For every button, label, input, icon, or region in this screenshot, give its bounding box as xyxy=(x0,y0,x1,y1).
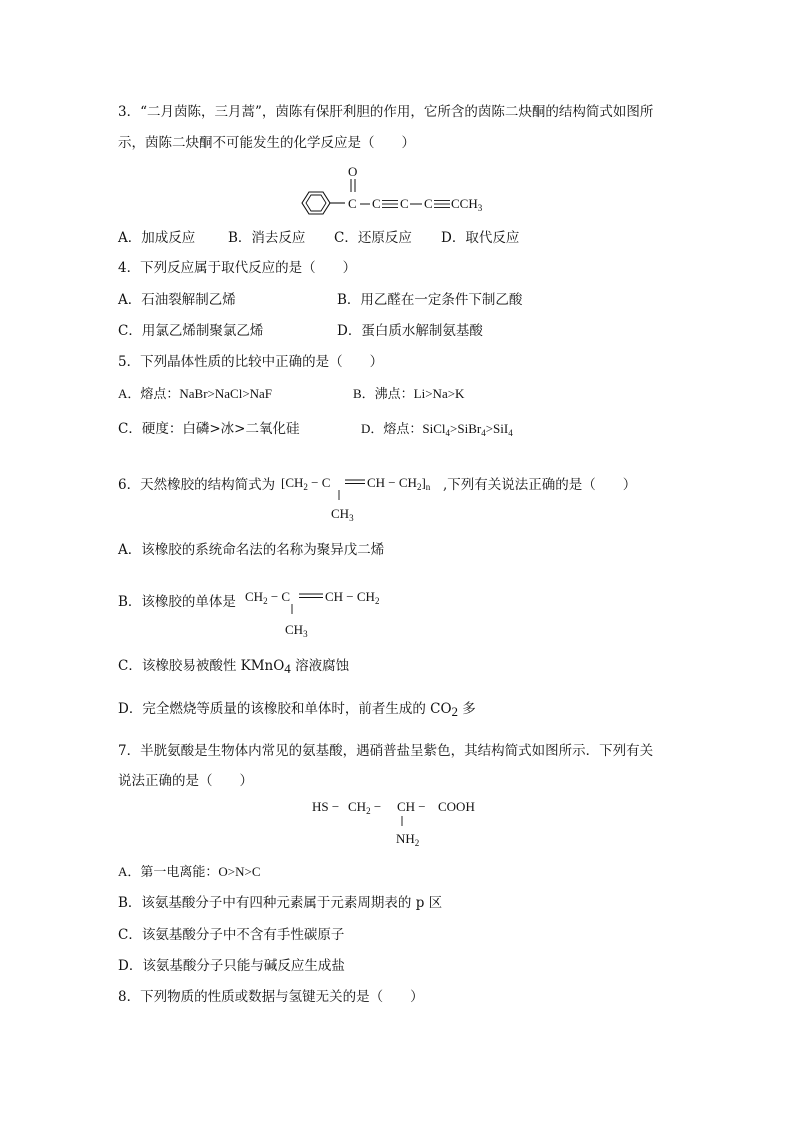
svg-text:CH − CH2]n: CH − $CH_2]_n$ xyxy=(367,475,431,492)
q6-option-a[interactable]: A．该橡胶的系统命名法的名称为聚异戊二烯 xyxy=(118,542,385,558)
q4-option-a[interactable]: A．石油裂解制乙烯 xyxy=(118,292,236,308)
q5-option-c[interactable]: C．硬度：白磷>冰>二氧化硅 xyxy=(118,421,300,437)
q6-stem-prefix: 6．天然橡胶的结构简式为 xyxy=(118,477,276,493)
q7-stem-line1: 7．半胱氨酸是生物体内常见的氨基酸，遇硝普盐呈紫色，其结构简式如图所示．下列有关 xyxy=(118,743,654,759)
q6-option-d[interactable]: D．完全燃烧等质量的该橡胶和单体时，前者生成的 $CO_2$ 多 xyxy=(118,701,476,719)
q6-option-b[interactable]: B．该橡胶的单体是 xyxy=(118,594,236,610)
q6-monomer-structure xyxy=(243,584,403,642)
q3-c2: C xyxy=(372,196,381,211)
q7-structure xyxy=(310,796,500,854)
q7-option-a[interactable]: A．第一电离能：O>N>C xyxy=(118,864,261,879)
q7-option-d[interactable]: D．该氨基酸分子只能与碱反应生成盐 xyxy=(118,958,345,974)
svg-text:HS −: HS − xyxy=(312,799,340,814)
svg-text:NH2: $NH_2$ xyxy=(396,831,420,848)
q4-option-b[interactable]: B．用乙醛在一定条件下制乙酸 xyxy=(337,292,523,308)
svg-text:[CH2 − C: [$CH_2 - C$ xyxy=(281,475,331,492)
q3-option-c[interactable]: C．还原反应 xyxy=(334,230,412,246)
q3-c5: $CCH_3$ xyxy=(451,196,483,213)
q4-stem: 4．下列反应属于取代反应的是（ ） xyxy=(118,260,357,276)
q3-stem-line1: 3．“二月茵陈，三月蒿”，茵陈有保肝利胆的作用，它所含的茵陈二炔酮的结构简式如图所 xyxy=(118,104,654,120)
q4-option-c[interactable]: C．用氯乙烯制聚氯乙烯 xyxy=(118,323,264,339)
q4-option-d[interactable]: D．蛋白质水解制氨基酸 xyxy=(337,323,483,339)
q3-stem-line2: 示，茵陈二炔酮不可能发生的化学反应是（ ） xyxy=(118,135,415,151)
q5-option-d[interactable]: D．熔点：SiCl$_4$>SiBr$_4$>SiI$_4$ xyxy=(361,421,513,438)
q3-o-atom: O xyxy=(348,164,358,179)
svg-text:CH3: $CH_3$ xyxy=(285,622,308,639)
q3-structure xyxy=(292,160,502,220)
q3-c1: C xyxy=(348,196,357,211)
q3-option-d[interactable]: D．取代反应 xyxy=(441,230,520,246)
svg-text:COOH: COOH xyxy=(438,799,475,814)
q7-option-b[interactable]: B．该氨基酸分子中有四种元素属于元素周期表的 p 区 xyxy=(118,895,443,911)
svg-text:CH −: CH − xyxy=(397,799,426,814)
svg-text:CH2 −: $CH_2$ − xyxy=(348,799,382,816)
q6-stem-suffix: ,下列有关说法正确的是（ ） xyxy=(443,477,637,493)
q7-stem-line2: 说法正确的是（ ） xyxy=(118,773,253,789)
q6-polymer-structure xyxy=(279,470,439,526)
svg-text:CH2 − C: $CH_2 - C$ xyxy=(245,589,291,606)
q5-option-a[interactable]: A．熔点：NaBr>NaCl>NaF xyxy=(118,386,273,401)
svg-text:CH3: $CH_3$ xyxy=(331,506,354,523)
q7-option-c[interactable]: C．该氨基酸分子中不含有手性碳原子 xyxy=(118,927,345,943)
svg-text:CH − CH2: CH − $CH_2$ xyxy=(325,589,380,606)
q3-option-a[interactable]: A．加成反应 xyxy=(118,230,196,246)
q5-stem: 5．下列晶体性质的比较中正确的是（ ） xyxy=(118,354,384,370)
q6-option-c[interactable]: C．该橡胶易被酸性 KMnO$_4$ 溶液腐蚀 xyxy=(118,658,350,676)
q3-c4: C xyxy=(424,196,433,211)
q5-option-b[interactable]: B．沸点：Li>Na>K xyxy=(353,386,465,401)
q3-c3: C xyxy=(400,196,409,211)
q8-stem: 8．下列物质的性质或数据与氢键无关的是（ ） xyxy=(118,989,424,1005)
q3-option-b[interactable]: B．消去反应 xyxy=(228,230,306,246)
